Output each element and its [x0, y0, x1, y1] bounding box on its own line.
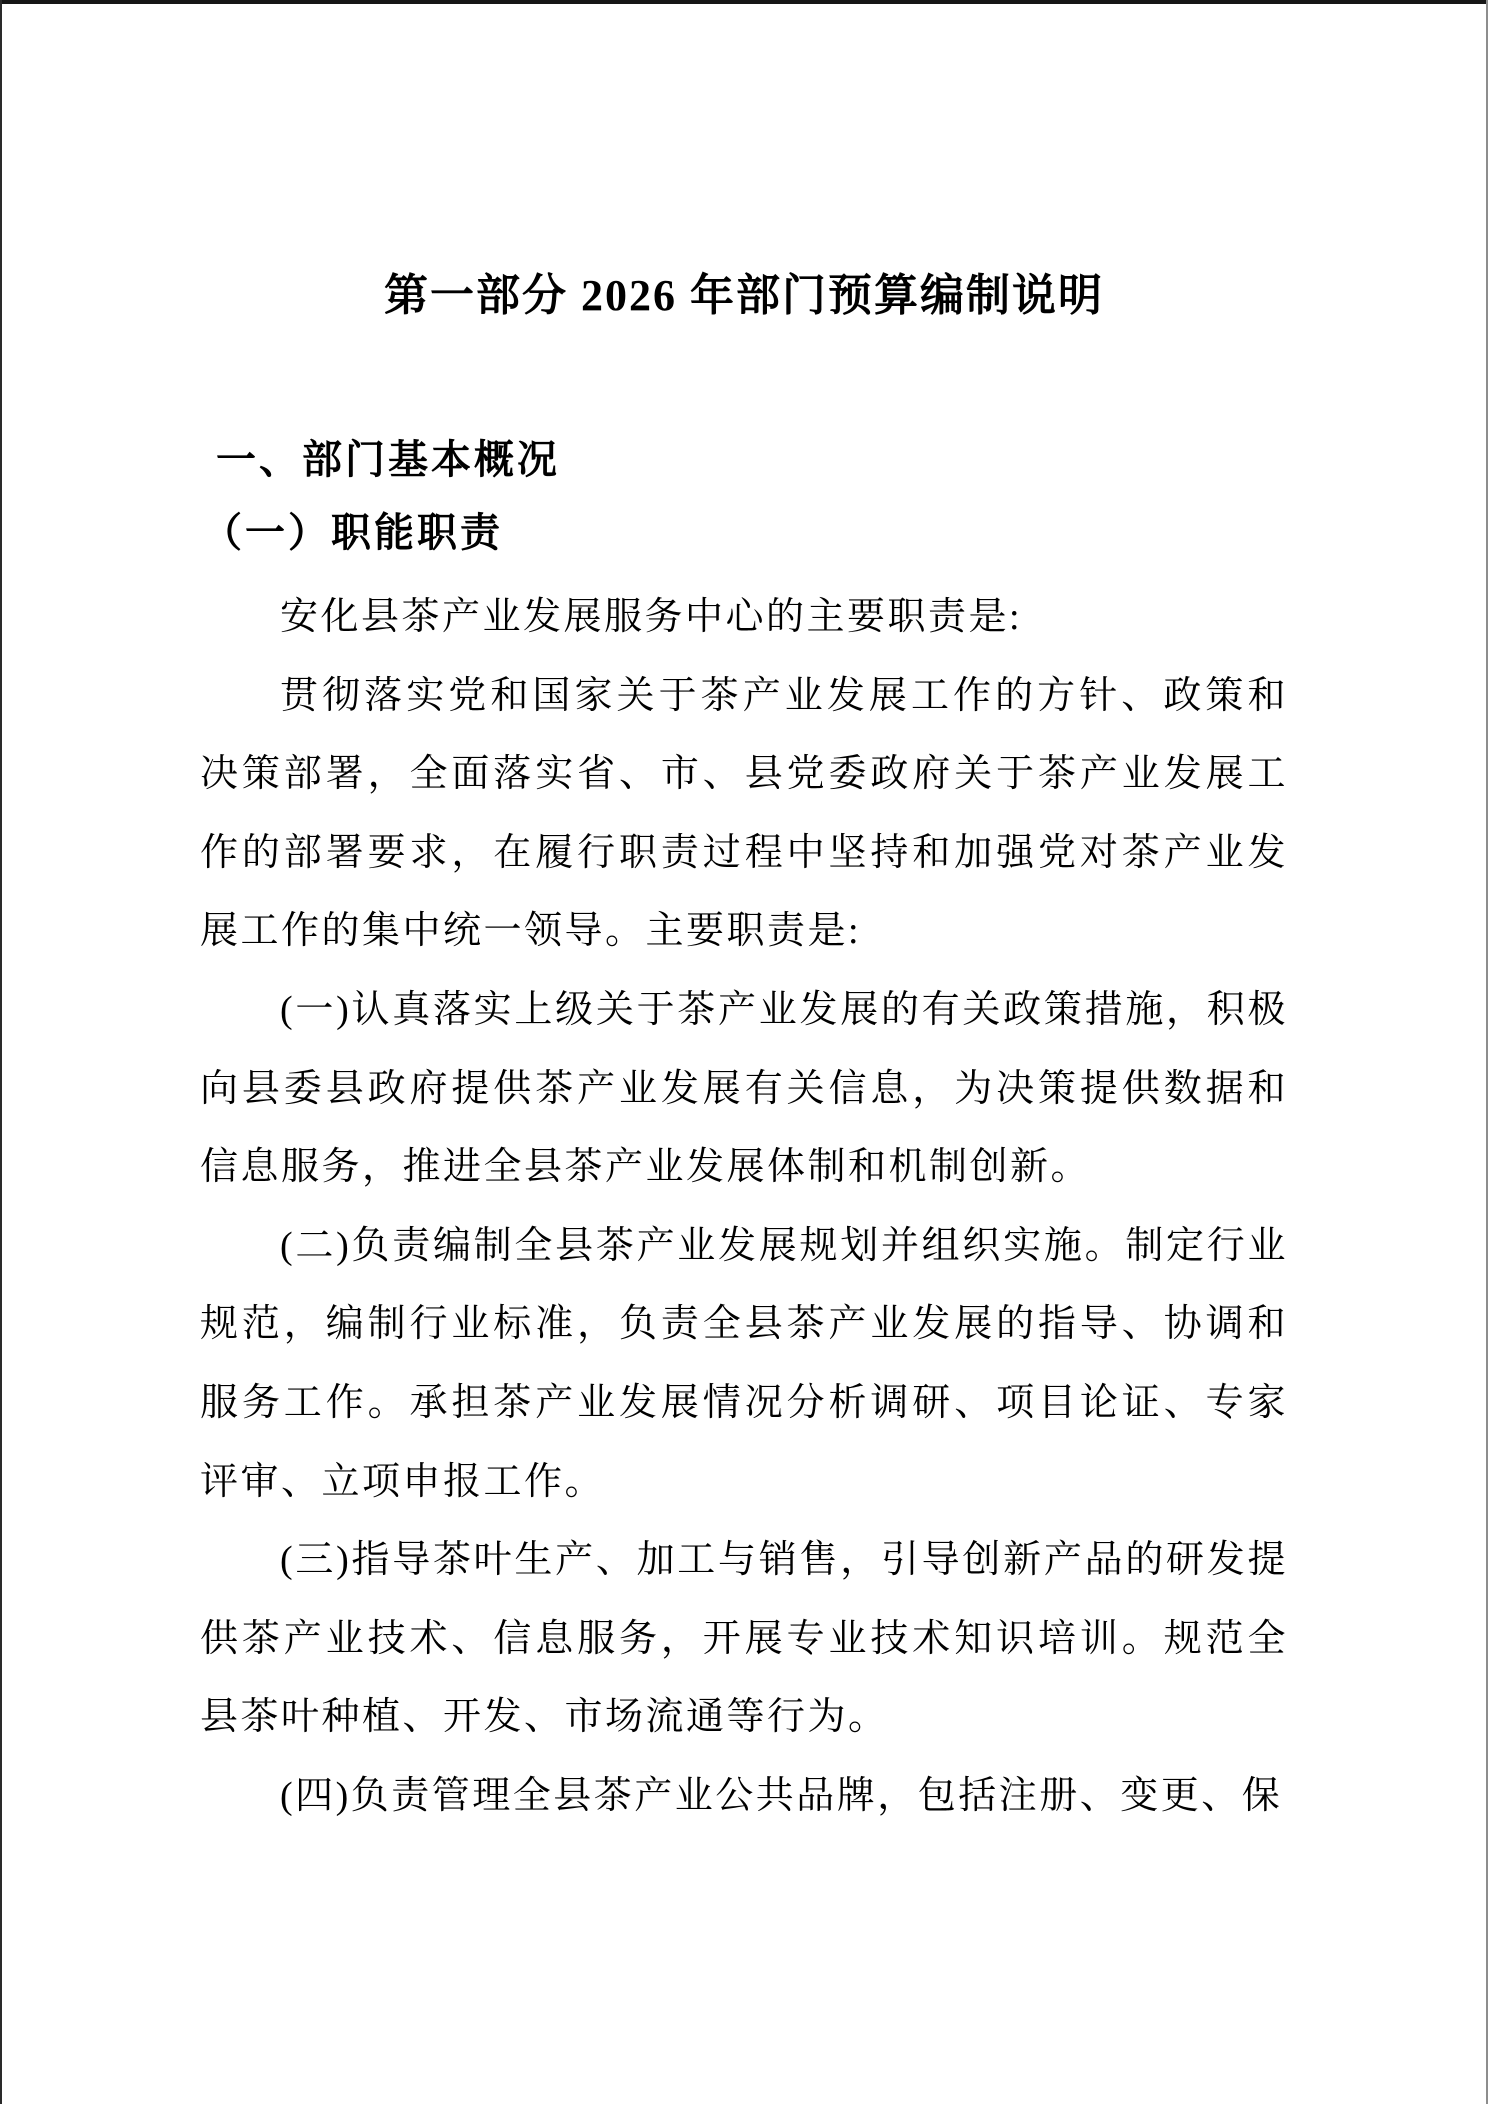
section-heading: 一、部门基本概况: [216, 438, 560, 482]
body-paragraph: 贯彻落实党和国家关于茶产业发展工作的方针、政策和决策部署，全面落实省、市、县党委政府关于茶产业发展工作的部署要求，在履行职责过程中坚持和加强党对茶产业发展工作的集中统一领导。主要职责是:: [200, 674, 1288, 953]
document-title: 第一部分 2026 年部门预算编制说明: [384, 271, 1104, 320]
page-top-edge: [0, 0, 1488, 4]
body-paragraph: (二)负责编制全县茶产业发展规划并组织实施。制定行业规范，编制行业标准，负责全县茶产业发展的指导、协调和服务工作。承担茶产业发展情况分析调研、项目论证、专家评审、立项申报工作。: [200, 1224, 1288, 1503]
subsection-heading: （一）职能职责: [202, 510, 503, 555]
document-body: [200, 578, 1288, 1836]
body-paragraph: (四)负责管理全县茶产业公共品牌，包括注册、变更、保: [280, 1774, 1283, 1817]
body-paragraph: (三)指导茶叶生产、加工与销售，引导创新产品的研发提供茶产业技术、信息服务，开展专业技术知识培训。规范全县茶叶种植、开发、市场流通等行为。: [200, 1539, 1288, 1739]
body-paragraph: (一)认真落实上级关于茶产业发展的有关政策措施，积极向县委县政府提供茶产业发展有关信息，为决策提供数据和信息服务，推进全县茶产业发展体制和机制创新。: [200, 988, 1288, 1189]
body-paragraph: 安化县茶产业发展服务中心的主要职责是:: [280, 596, 1023, 638]
